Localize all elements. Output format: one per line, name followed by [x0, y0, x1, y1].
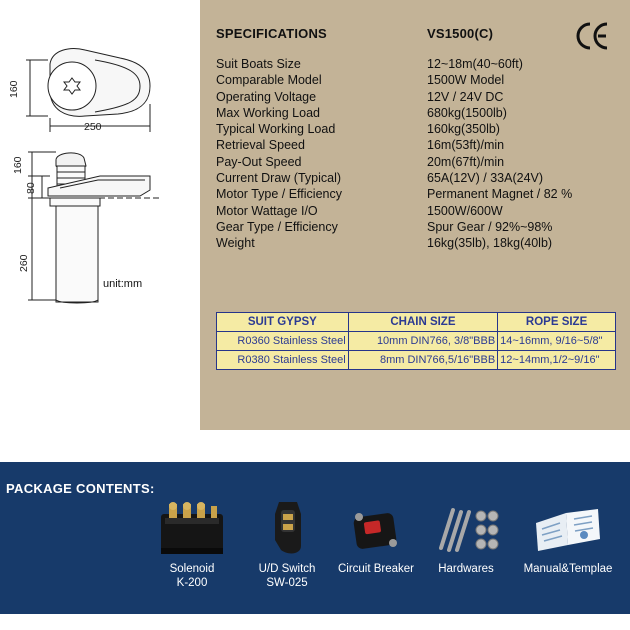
package-item-solenoid	[137, 498, 247, 608]
spec-row	[216, 220, 616, 236]
circuit-breaker-label: Circuit Breaker	[337, 563, 415, 575]
spec-value: 1500W/600W	[427, 203, 503, 218]
solenoid-label: Solenoid	[169, 563, 215, 575]
spec-row	[216, 171, 616, 187]
spec-label: Max Working Load	[216, 105, 320, 120]
spec-label: Gear Type / Efficiency	[216, 219, 338, 234]
spec-list	[216, 57, 616, 253]
spec-value: Permanent Magnet / 82 %	[427, 187, 573, 202]
chain-cell: 10mm DIN766, 3/8"BBB	[348, 332, 498, 351]
spec-row	[216, 138, 616, 154]
dim-below-deck: 260	[18, 254, 30, 272]
solenoid-icon	[157, 500, 227, 558]
rope-cell: 12~14mm,1/2~9/16"	[498, 351, 616, 370]
spec-value: 160kg(350lb)	[427, 122, 500, 137]
dim-gypsy-height: 160	[12, 156, 24, 174]
header-suit-gypsy: SUIT GYPSY	[217, 313, 349, 332]
ce-mark-icon	[574, 18, 610, 54]
chain-cell: 8mm DIN766,5/16"BBB	[348, 351, 498, 370]
spec-value: 16m(53ft)/min	[427, 138, 505, 153]
spec-label: Motor Wattage I/O	[216, 203, 318, 218]
gypsy-table-header	[217, 313, 616, 332]
spec-row	[216, 122, 616, 138]
spec-row	[216, 57, 616, 73]
manual-icon	[532, 505, 604, 553]
spec-heading: SPECIFICATIONS	[216, 26, 327, 41]
gypsy-cell: R0360 Stainless Steel	[217, 332, 349, 351]
spec-value: 12~18m(40~60ft)	[427, 57, 523, 71]
spec-label: Weight	[216, 236, 255, 251]
spec-value: 12V / 24V DC	[427, 89, 504, 104]
spec-row	[216, 106, 616, 122]
spec-value: 20m(67ft)/min	[427, 154, 505, 169]
model-heading: VS1500(C)	[427, 26, 494, 41]
circuit-breaker-icon	[351, 507, 401, 551]
windlass-outline-drawing	[0, 0, 200, 430]
gypsy-table	[216, 312, 616, 370]
rope-cell: 14~16mm, 9/16~5/8"	[498, 332, 616, 351]
spec-value: 1500W Model	[427, 73, 505, 88]
spec-label: Typical Working Load	[216, 122, 336, 137]
spec-value: 680kg(1500lb)	[427, 105, 507, 120]
spec-row	[216, 73, 616, 89]
gypsy-cell: R0380 Stainless Steel	[217, 351, 349, 370]
spec-value: Spur Gear / 92%~98%	[427, 219, 553, 234]
switch-label: U/D Switch	[258, 563, 316, 575]
package-contents	[0, 462, 630, 614]
table-row	[217, 332, 616, 351]
spec-label: Motor Type / Efficiency	[216, 187, 342, 202]
package-title: PACKAGE CONTENTS:	[6, 481, 155, 496]
spec-label: Suit Boats Size	[216, 57, 301, 71]
manual-label: Manual&Templae	[523, 563, 613, 575]
spec-value: 65A(12V) / 33A(24V)	[427, 171, 544, 186]
spec-row	[216, 204, 616, 220]
header-rope-size: ROPE SIZE	[498, 313, 616, 332]
dim-base-height: 80	[25, 182, 37, 194]
spec-label: Operating Voltage	[216, 89, 317, 104]
hardware-icon	[431, 504, 501, 554]
spec-row	[216, 236, 616, 252]
hardware-label: Hardwares	[438, 563, 494, 575]
table-row	[217, 351, 616, 370]
unit-label: unit:mm	[103, 278, 143, 290]
switch-icon	[267, 500, 307, 558]
spec-row	[216, 90, 616, 106]
spec-row	[216, 155, 616, 171]
package-item-hardwares	[411, 498, 521, 608]
specifications-panel	[200, 0, 630, 430]
spec-label: Comparable Model	[216, 73, 322, 88]
package-item-manual	[513, 498, 623, 608]
dim-width: 250	[84, 121, 102, 133]
switch-model: SW-025	[266, 577, 308, 589]
solenoid-model: K-200	[176, 577, 208, 589]
dim-top-height: 160	[8, 80, 20, 98]
spec-row	[216, 187, 616, 203]
spec-label: Pay-Out Speed	[216, 154, 302, 169]
spec-label: Retrieval Speed	[216, 138, 305, 153]
spec-value: 16kg(35lb), 18kg(40lb)	[427, 236, 553, 251]
spec-label: Current Draw (Typical)	[216, 171, 342, 186]
header-chain-size: CHAIN SIZE	[348, 313, 498, 332]
windlass-drawing	[0, 0, 200, 430]
